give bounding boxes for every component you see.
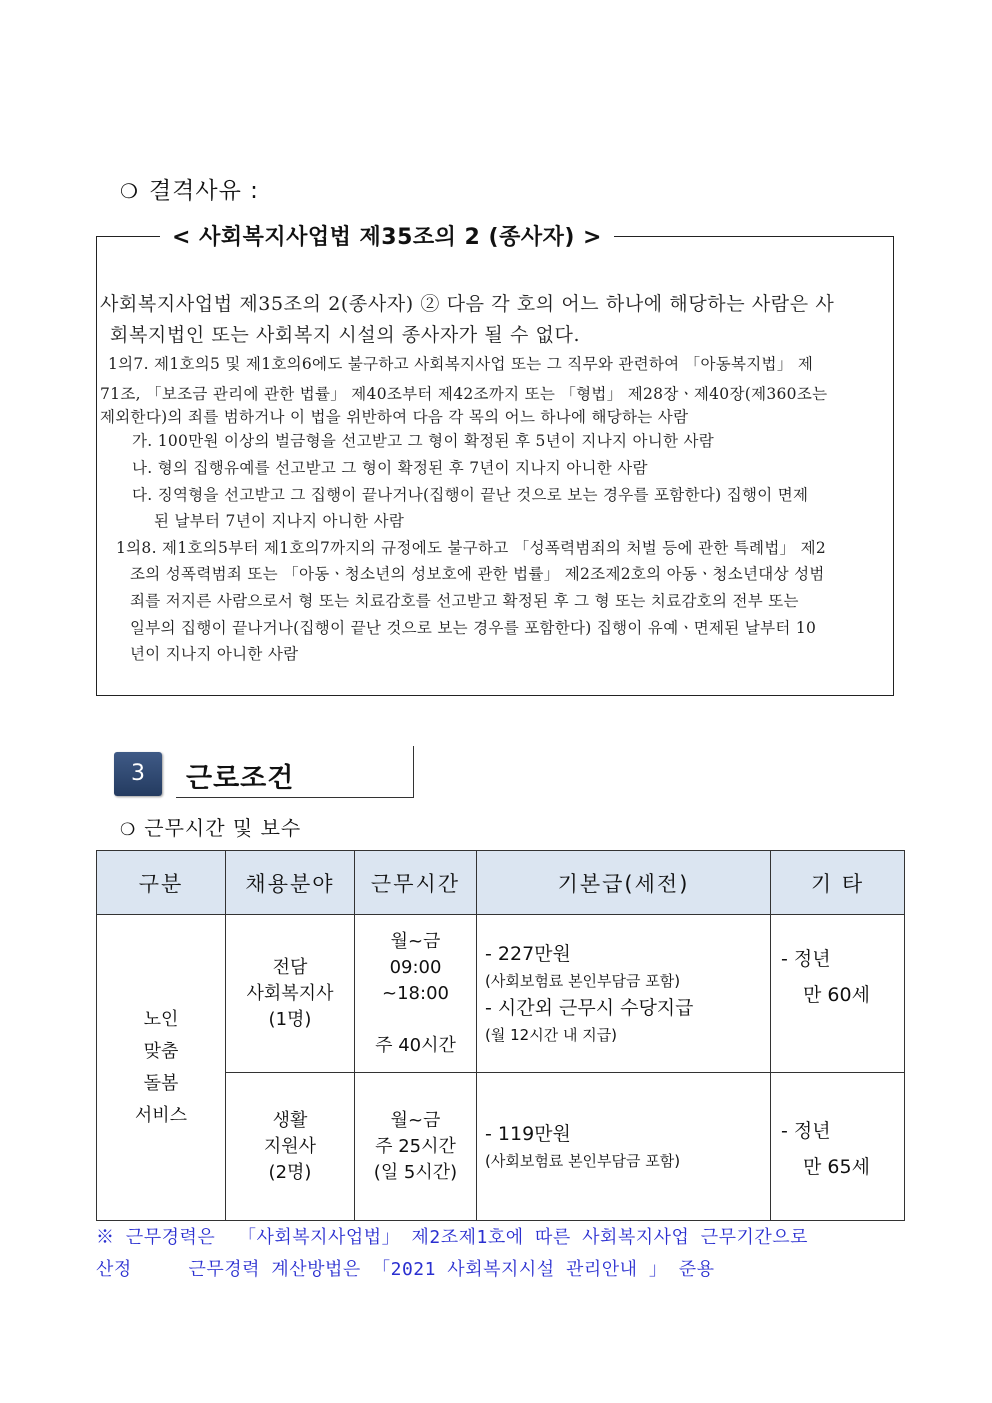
hours-line: 월~금 bbox=[390, 1109, 441, 1131]
header-category: 구분 bbox=[97, 851, 226, 915]
field-line: (1명) bbox=[268, 1008, 312, 1030]
law-line-8: 다. 징역형을 선고받고 그 집행이 끝나거나(집행이 끝난 것으로 보는 경우를 포함한다) 집행이 면제 bbox=[132, 486, 809, 504]
table-row bbox=[97, 915, 905, 1073]
hours-line: (일 5시간) bbox=[373, 1161, 458, 1183]
section-title: 근로조건 bbox=[186, 763, 295, 794]
category-line: 맞춤 bbox=[143, 1040, 179, 1062]
hours-line: 09:00 bbox=[389, 956, 442, 978]
hours-line: 주 40시간 bbox=[375, 1034, 456, 1056]
disqualification-heading-text: 결격사유 : bbox=[148, 178, 259, 204]
etc-line: 만 65세 bbox=[803, 1156, 870, 1178]
law-line-7: 나. 형의 집행유예를 선고받고 그 형이 확정된 후 7년이 지나지 아니한 사람 bbox=[132, 459, 648, 477]
header-base-pay: 기본급(세전) bbox=[477, 851, 771, 915]
law-line-13: 일부의 집행이 끝나거나(집행이 끝난 것으로 보는 경우를 포함한다) 집행이 유예ㆍ면제된 날부터 10 bbox=[130, 619, 817, 637]
category-line: 노인 bbox=[143, 1008, 179, 1030]
field-line: 생활 bbox=[272, 1109, 308, 1131]
law-line-5: 제외한다)의 죄를 범하거나 이 법을 위반하여 다음 각 목의 어느 하나에 해당하는 사람 bbox=[100, 408, 689, 426]
disqualification-heading bbox=[120, 172, 259, 205]
hours-line: 월~금 bbox=[390, 930, 441, 952]
law-line-2: 회복지법인 또는 사회복지 시설의 종사자가 될 수 없다. bbox=[110, 324, 581, 346]
field-line: 사회복지사 bbox=[246, 982, 334, 1004]
law-line-9: 된 날부터 7년이 지나지 아니한 사람 bbox=[154, 512, 405, 530]
pay-line: - 119만원 bbox=[485, 1122, 571, 1145]
work-conditions-heading bbox=[120, 812, 301, 841]
pay-note: (사회보험료 본인부담금 포함) bbox=[485, 1151, 681, 1170]
law-line-10: 1의8. 제1호의5부터 제1호의7까지의 규정에도 불구하고 「성폭력범죄의 처벌 등에 관한 특례법」 제2 bbox=[116, 539, 827, 557]
field-cell bbox=[226, 915, 355, 1073]
field-line: 전담 bbox=[272, 956, 308, 978]
pay-line: - 227만원 bbox=[485, 942, 571, 965]
etc-line: - 정년 bbox=[781, 1120, 831, 1142]
pay-line: - 시간외 근무시 수당지급 bbox=[485, 996, 694, 1019]
pay-cell bbox=[477, 915, 771, 1073]
law-line-1: 사회복지사업법 제35조의 2(종사자) ② 다음 각 호의 어느 하나에 해당하는 사람은 사 bbox=[100, 293, 835, 315]
header-hours: 근무시간 bbox=[355, 851, 477, 915]
law-line-6: 가. 100만원 이상의 벌금형을 선고받고 그 형이 확정된 후 5년이 지나지 아니한 사람 bbox=[132, 432, 715, 450]
law-line-4: 71조, 「보조금 관리에 관한 법률」 제40조부터 제42조까지 또는 「형법」 제28장ㆍ제40장(제360조는 bbox=[100, 385, 828, 403]
etc-line: 만 60세 bbox=[803, 984, 870, 1006]
law-line-3: 1의7. 제1호의5 및 제1호의6에도 불구하고 사회복지사업 또는 그 직무와 관련하여 「아동복지법」 제 bbox=[108, 355, 814, 373]
hours-cell bbox=[355, 915, 477, 1073]
category-line: 돌봄 bbox=[143, 1072, 179, 1094]
law-line-14: 년이 지나지 아니한 사람 bbox=[130, 645, 299, 663]
field-cell bbox=[226, 1073, 355, 1221]
law-line-12: 죄를 저지른 사람으로서 형 또는 치료감호를 선고받고 확정된 후 그 형 또는 치료감호의 전부 또는 bbox=[130, 592, 799, 610]
law-line-11: 조의 성폭력범죄 또는 「아동ㆍ청소년의 성보호에 관한 법률」 제2조제2호의 아동ㆍ청소년대상 성범 bbox=[130, 565, 825, 583]
etc-cell bbox=[771, 915, 905, 1073]
category-line: 서비스 bbox=[134, 1104, 188, 1126]
field-line: 지원사 bbox=[263, 1135, 317, 1157]
etc-cell bbox=[771, 1073, 905, 1221]
header-etc: 기 타 bbox=[771, 851, 905, 915]
footnote-line-2: 산정 근무경력 계산방법은 「2021 사회복지시설 관리안내 」 준용 bbox=[96, 1259, 715, 1280]
hours-cell bbox=[355, 1073, 477, 1221]
pay-note: (월 12시간 내 지급) bbox=[485, 1025, 618, 1044]
section-number-badge: 3 bbox=[114, 752, 162, 796]
field-line: (2명) bbox=[268, 1161, 312, 1183]
category-cell bbox=[97, 915, 226, 1221]
law-excerpt-title: < 사회복지사업법 제35조의 2 (종사자) > bbox=[160, 220, 614, 251]
footnote-line-1: ※ 근무경력은 「사회복지사업법」 제2조제1호에 따른 사회복지사업 근무기간으로 bbox=[96, 1227, 809, 1248]
hours-line: ~18:00 bbox=[382, 982, 449, 1004]
circle-bullet-icon: ❍ bbox=[120, 179, 139, 203]
circle-bullet-icon: ❍ bbox=[120, 820, 137, 840]
pay-note: (사회보험료 본인부담금 포함) bbox=[485, 971, 681, 990]
table-header-row bbox=[97, 851, 905, 915]
work-conditions-table bbox=[96, 850, 905, 1221]
pay-cell bbox=[477, 1073, 771, 1221]
work-conditions-heading-text: 근무시간 및 보수 bbox=[144, 816, 302, 840]
hours-spacer bbox=[355, 1007, 476, 1033]
etc-line: - 정년 bbox=[781, 948, 831, 970]
header-field: 채용분야 bbox=[226, 851, 355, 915]
hours-line: 주 25시간 bbox=[375, 1135, 456, 1157]
